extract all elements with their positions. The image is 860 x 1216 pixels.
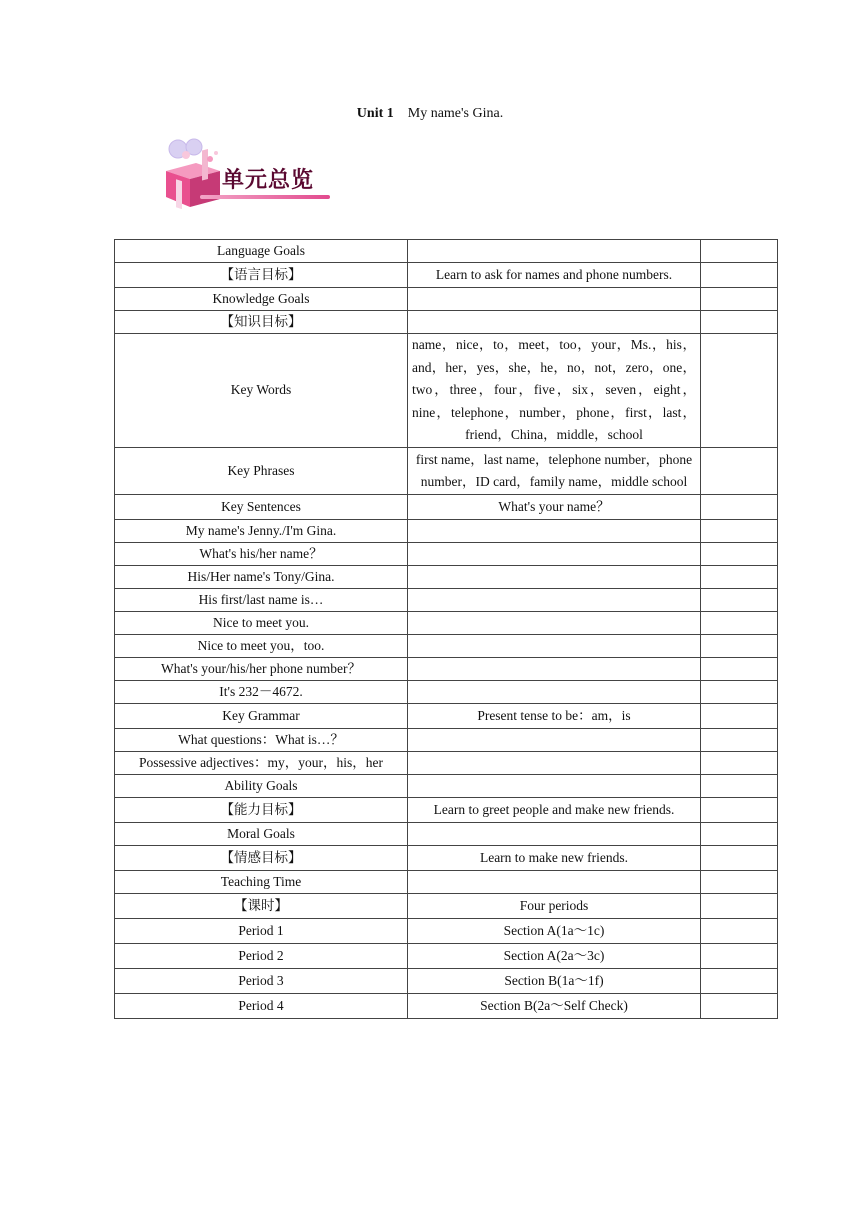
row-header: Period 3: [115, 968, 408, 993]
row-content: [408, 751, 701, 774]
row-content: name，nice，to，meet，too，your，Ms.，his，and，her，yes，she，he，no，not，zero，one，two，three，four，five，six，seven，eight，nine，telephone，number，phone，first，last，friend，China，middle，school: [408, 334, 701, 448]
row-content: Learn to greet people and make new friends.: [408, 797, 701, 822]
row-extra: [701, 774, 778, 797]
table-row: [115, 311, 778, 334]
table-row: [115, 728, 778, 751]
row-extra: [701, 751, 778, 774]
table-row: [115, 611, 778, 634]
row-header: Ability Goals: [115, 774, 408, 797]
row-extra: [701, 918, 778, 943]
page-title: [0, 106, 860, 122]
row-header: Period 1: [115, 918, 408, 943]
row-extra: [701, 447, 778, 494]
table-row: [115, 845, 778, 870]
row-header: My name's Jenny./I'm Gina.: [115, 519, 408, 542]
table-row: [115, 751, 778, 774]
table-row: [115, 797, 778, 822]
row-extra: [701, 565, 778, 588]
row-header: Key Phrases: [115, 447, 408, 494]
row-content: [408, 774, 701, 797]
row-header: Moral Goals: [115, 822, 408, 845]
row-header: What questions：What is…？: [115, 728, 408, 751]
table-row: [115, 519, 778, 542]
row-content: Four periods: [408, 893, 701, 918]
row-extra: [701, 822, 778, 845]
table-row: [115, 288, 778, 311]
row-extra: [701, 845, 778, 870]
table-row: [115, 822, 778, 845]
table-row: [115, 918, 778, 943]
row-header: Nice to meet you.: [115, 611, 408, 634]
row-extra: [701, 797, 778, 822]
row-extra: [701, 968, 778, 993]
table-row: [115, 943, 778, 968]
row-content: [408, 611, 701, 634]
row-extra: [701, 680, 778, 703]
row-header: 【知识目标】: [115, 311, 408, 334]
table-row: [115, 634, 778, 657]
row-extra: [701, 703, 778, 728]
row-header: It's 232－4672.: [115, 680, 408, 703]
row-content: [408, 311, 701, 334]
row-content: [408, 288, 701, 311]
unit-overview-banner: [160, 137, 332, 209]
table-row: [115, 263, 778, 288]
row-extra: [701, 334, 778, 448]
table-row: [115, 447, 778, 494]
row-header: Period 2: [115, 943, 408, 968]
row-header: Possessive adjectives：my，your，his，her: [115, 751, 408, 774]
row-content: [408, 680, 701, 703]
row-content: [408, 588, 701, 611]
row-extra: [701, 311, 778, 334]
row-content: [408, 870, 701, 893]
row-header: 【情感目标】: [115, 845, 408, 870]
row-extra: [701, 288, 778, 311]
row-content: Present tense to be：am，is: [408, 703, 701, 728]
row-header: What's your/his/her phone number？: [115, 657, 408, 680]
row-header: Knowledge Goals: [115, 288, 408, 311]
row-header: Key Words: [115, 334, 408, 448]
row-content: What's your name？: [408, 494, 701, 519]
row-content: Section B(2a～Self Check): [408, 993, 701, 1018]
table-row: [115, 494, 778, 519]
table-row: [115, 893, 778, 918]
row-header: Language Goals: [115, 240, 408, 263]
table-row: [115, 968, 778, 993]
row-content: [408, 565, 701, 588]
row-content: Learn to ask for names and phone numbers.: [408, 263, 701, 288]
row-content: [408, 728, 701, 751]
row-content: [408, 519, 701, 542]
row-content: [408, 542, 701, 565]
row-content: [408, 822, 701, 845]
table-row: [115, 334, 778, 448]
unit-label: Unit 1: [356, 106, 394, 121]
table-row: [115, 703, 778, 728]
table-row: [115, 657, 778, 680]
row-header: What's his/her name？: [115, 542, 408, 565]
row-header: Teaching Time: [115, 870, 408, 893]
row-header: 【能力目标】: [115, 797, 408, 822]
row-extra: [701, 657, 778, 680]
row-header: Nice to meet you，too.: [115, 634, 408, 657]
row-extra: [701, 240, 778, 263]
row-content: [408, 634, 701, 657]
row-content: [408, 240, 701, 263]
row-content: Learn to make new friends.: [408, 845, 701, 870]
row-extra: [701, 542, 778, 565]
row-extra: [701, 893, 778, 918]
unit-goals-table: [114, 239, 778, 1019]
row-content: Section B(1a～1f): [408, 968, 701, 993]
row-header: 【课时】: [115, 893, 408, 918]
row-header: Key Sentences: [115, 494, 408, 519]
row-extra: [701, 943, 778, 968]
row-content: Section A(1a～1c): [408, 918, 701, 943]
banner-underline: [200, 195, 330, 199]
row-header: Period 4: [115, 993, 408, 1018]
row-header: His first/last name is…: [115, 588, 408, 611]
row-extra: [701, 494, 778, 519]
row-extra: [701, 634, 778, 657]
table-row: [115, 240, 778, 263]
table-row: [115, 680, 778, 703]
table-row: [115, 588, 778, 611]
row-extra: [701, 870, 778, 893]
unit-title: My name's Gina.: [407, 106, 504, 121]
row-extra: [701, 263, 778, 288]
row-extra: [701, 611, 778, 634]
row-header: Key Grammar: [115, 703, 408, 728]
table-row: [115, 993, 778, 1018]
table-row: [115, 870, 778, 893]
row-header: 【语言目标】: [115, 263, 408, 288]
row-extra: [701, 993, 778, 1018]
row-header: His/Her name's Tony/Gina.: [115, 565, 408, 588]
banner-text: 单元总览: [222, 168, 315, 193]
row-extra: [701, 728, 778, 751]
row-extra: [701, 519, 778, 542]
row-content: first name，last name，telephone number，phone number，ID card，family name，middle school: [408, 447, 701, 494]
row-extra: [701, 588, 778, 611]
table-row: [115, 774, 778, 797]
table-row: [115, 542, 778, 565]
row-content: Section A(2a～3c): [408, 943, 701, 968]
table-row: [115, 565, 778, 588]
row-content: [408, 657, 701, 680]
